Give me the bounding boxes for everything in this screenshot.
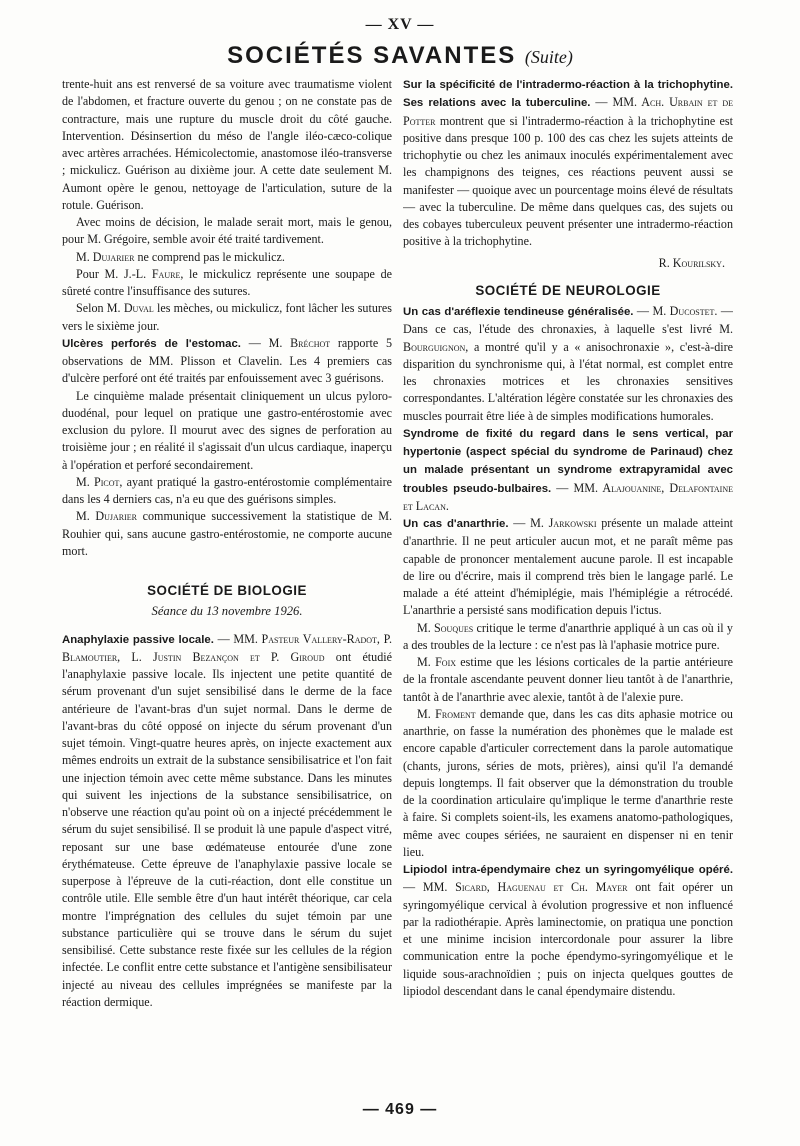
communication-title: Syndrome de fixité du regard dans le sens vertical, par hypertonie (aspect spécial du syndrome de Parinaud) chez un malade présentant un syndrome extrapyramidal avec troubles pseudo-bulbaires.: [403, 427, 733, 495]
communication-title: Sur la spécificité de l'intradermo-réaction à la trichophytine. Ses relations avec la tuberculine.: [403, 79, 733, 110]
paragraph-text: , ayant pratiqué la gastro-entérostomie complémentaire dans les 4 derniers cas, n'a eu que des guérisons simples.: [62, 474, 392, 506]
paragraph-text: . — Dans ce cas, l'étude des chronaxies, à laquelle s'est livré: [403, 304, 733, 337]
running-head-title: SOCIÉTÉS SAVANTES: [227, 42, 517, 69]
author-name: M. Souques: [417, 620, 474, 635]
author-name: M. Foix: [417, 655, 457, 669]
author-names: MM. Sicard, Haguenau et Ch. Mayer: [422, 880, 628, 895]
dash: —: [590, 95, 613, 110]
paragraph-text: communique successivement la statistique de M. Rouhier qui, sans aucune gastro-entérostomie, ne comporte aucune mort.: [62, 509, 392, 558]
paragraph: [403, 706, 733, 861]
paragraph-text: rapporte 5 observations de MM. Plisson et Clavelin. Les 4 premiers cas d'ulcère perforé ont été traités par enfouissement avec 3 guérisons.: [62, 335, 392, 386]
paragraph-text: ont étudié l'anaphylaxie passive locale. Ils injectent une petite quantité de sérum provenant d'un sujet sensibilisé dans le derme de la face antérieure de l'avant-bras d'un sujet normal. Dans le derme de l'avant-bras du côté opposé on injecte du sérum provenant d'un sujet témoin. Vingt-quatre heures après, on injecte exactement aux mêmes endroits un extrait de la substance sensibilisatrice et l'on fait une injection témoin avec cette même substance. Dans les minutes qui suivent les injections de la substance sensibilisatrice, on n'observe une réaction qu'au point où on a injecté précédemment le sérum du sujet sensibilisé. Il se produit là une papule d'aspect vitré, reposant sur une base œdémateuse entourée d'une zone érythémateuse. Cette épreuve de l'anaphylaxie passive locale se superpose à l'épreuve de la cuti-réaction, dont elle constitue un contrôle utile. Elle semble être d'un haut intérêt théorique, car cela montre l'imprégnation des cellules du sujet témoin par une substance particulière qui se trouve dans le sérum du sujet sensibilisé. Cette substance reste fixée sur les cellules de la région infectée. Le conflit entre cette substance et l'antigène sensibilisateur injecté au niveau des cellules imprégnées se manifeste par la réaction dermique.: [62, 649, 392, 1009]
paragraph: Avec moins de décision, le malade serait mort, mais le genou, pour M. Grégoire, semble avoir été traité tardivement.: [62, 215, 392, 247]
paragraph: [403, 425, 733, 515]
paragraph-text: estime que les lésions corticales de la partie antérieure de la frontale ascendante peuvent donner lieu tantôt à de l'anarthrie, tantôt à de l'anarthrie avec alexie, tantôt à de l'alexie pure.: [403, 655, 733, 704]
paragraph: [403, 76, 733, 251]
paragraph: [62, 508, 392, 560]
paragraph-text: demande que, dans les cas dits aphasie motrice ou anarthrie, on fasse la numération des phonèmes que le malade est encore capable d'articuler correctement dans la parole automatique (chants, jurons, séries de mots, prières), ainsi qu'il l'a demandé depuis longtemps. Il fait observer que la démonstration du trouble de la coordination articulaire qu'implique le terme d'anarthrie reste à faire. Si complets soient-ils, les examens anatomo-pathologiques, même avec coupes sériées, ne sauraient en dispenser ni en tenir lieu.: [403, 706, 733, 859]
section-title-neurologie: SOCIÉTÉ DE NEUROLOGIE: [475, 282, 661, 298]
author-names: MM. Pasteur Vallery-Radot, P. Blamoutier, L. Justin Bezançon et P. Giroud: [62, 631, 392, 664]
left-column: [62, 76, 392, 1094]
author-name: M. Bréchot: [268, 335, 331, 350]
author-names: MM. Ach. Urbain et de Potter: [403, 95, 733, 128]
communication-title: Un cas d'aréflexie tendineuse généralisée.: [403, 306, 634, 318]
paragraph-text: , le mickulicz représente une soupape de sûreté contre l'insuffisance des sutures.: [62, 266, 392, 298]
dash: —: [551, 480, 574, 495]
dash: —: [508, 516, 531, 530]
author-name: M. Dujarier: [76, 249, 135, 264]
author-name: M. Picot: [76, 474, 120, 489]
paragraph-text: Selon: [76, 301, 107, 316]
paragraph-text: critique le terme d'anarthrie appliqué à un cas où il y a des troubles de la lecture : ce n'est pas là l'aphasie motrice pure.: [403, 620, 733, 652]
communication-title: Lipiodol intra-épendymaire chez un syringomyélique opéré.: [403, 864, 733, 876]
author-name: M. Froment: [417, 706, 476, 721]
paragraph: [62, 474, 392, 509]
paragraph-text: les mèches, ou mickulicz, font lâcher les sutures vers le sixième jour.: [62, 301, 392, 333]
paragraph: [403, 654, 733, 706]
dash: —: [633, 304, 653, 318]
dash: —: [213, 631, 234, 646]
section-title-biologie: SOCIÉTÉ DE BIOLOGIE: [147, 583, 307, 598]
running-head: [0, 42, 800, 70]
paragraph: [403, 620, 733, 655]
paragraph: [62, 335, 392, 388]
paragraph: [403, 861, 733, 1000]
dash: —: [403, 880, 423, 895]
author-name: M. Bourguignon: [403, 322, 733, 354]
author-name: M. Dujarier: [76, 509, 138, 524]
roman-folio: — XV —: [365, 16, 435, 33]
session-date: Séance du 13 novembre 1926.: [151, 604, 303, 619]
author-name: M. Ducostet: [652, 304, 715, 318]
paragraph: [62, 300, 392, 335]
paragraph-text: Pour: [76, 266, 105, 281]
paragraph: [62, 266, 392, 301]
paragraph-text: ont fait opérer un syringomyélique cervical à évolution progressive et non influencé par la radiothérapie. Après laminectomie, on pratiqua une ponction et une minime incision intercordonale pour assurer la libre communication entre la poche épendymo-syringomyélique et le liquide sous-arachnoïdien ; puis on injecta quelques gouttes de lipiodol descendant dans le canal épendymaire distendu.: [403, 880, 733, 998]
author-name: M. Jarkowski: [530, 516, 597, 530]
communication-title: Ulcères perforés de l'estomac.: [62, 337, 241, 350]
paragraph: [62, 631, 392, 1012]
paragraph-text: ne comprend pas le mickulicz.: [134, 249, 285, 264]
author-name: M. Duval: [106, 301, 154, 316]
page-number: — 469 —: [362, 1101, 438, 1118]
running-head-suite: (Suite): [524, 47, 573, 67]
communication-title: Un cas d'anarthrie.: [403, 518, 509, 530]
paragraph: trente-huit ans est renversé de sa voiture avec traumatisme violent de l'abdomen, et fracture ouverte du genou ; on ne constate pas de contracture, mais une rupture du muscle droit du côté gauche. Intervention. Désinsertion du méso de l'angle iléo-cæco-colique avec artères arrachées. Hémicolectomie, anastomose iléo-transverse ; mickulicz. Guérison au dixième jour. A cette date seulement M. Aumont opère le genou, nettoyage de l'articulation, suture de la rotule. Guérison.: [62, 77, 392, 212]
paragraph: [403, 303, 733, 425]
dash: —: [240, 335, 269, 350]
paragraph-text: montrent que si l'intradermo-réaction à la trichophytine est positive dans presque 100 p. 100 des cas chez les sujets atteints de trichophytie ou chez les animaux inoculés expérimentalement avec les champignons des teignes, ces réactions peuvent aussi se manifester — quoique avec un pourcentage moins élevé de résultats — avec la tuberculine. De même dans quelques cas, des sujets ou des cobayes tuberculeux peuvent présenter une intradermo-réaction positive à la trichophytine.: [403, 113, 733, 249]
paragraph: Le cinquième malade présentait cliniquement un ulcus pyloro-duodénal, pour lequel on pratique une gastro-entérostomie avec exclusion du pylore. Il mourut avec des signes de perforation au troisième jour ; en réalité il s'agissait d'un ulcus cardiaque, inaperçu à l'opération et perforé secondairement.: [62, 388, 392, 472]
right-column: [403, 76, 733, 1094]
paragraph-text: présente un malade atteint d'anarthrie. Il ne peut articuler aucun mot, et ne paraît même pas capable de prononcer mentalement aucune parole. Il est incapable de lire ou d'écrire, mais il comprend très bien le langage parlé. Le malade a été atteint d'hémiplégie, mais l'hémiplégie a rétrocédé. L'anarthrie a persisté sans modification depuis l'ictus.: [403, 516, 733, 618]
author-names: MM. Alajouanine, Delafontaine et Lacan.: [403, 480, 733, 513]
paragraph-text: , a montré qu'il y a « anisochronaxie », c'est-à-dire disparition du synchronisme qui, à l'état normal, est complet entre les chronaxies motrices et les chronaxies sensitives correspondantes. L'altération légère constatée sur les chronaxies des muscles pourrait être liée à de simples modifications humorales.: [403, 339, 733, 423]
author-name: M. J.-L. Faure: [104, 266, 181, 281]
signature: R. Kourilsky.: [658, 255, 725, 270]
paragraph: [403, 515, 733, 620]
communication-title: Anaphylaxie passive locale.: [62, 633, 214, 646]
paragraph: [62, 249, 392, 266]
